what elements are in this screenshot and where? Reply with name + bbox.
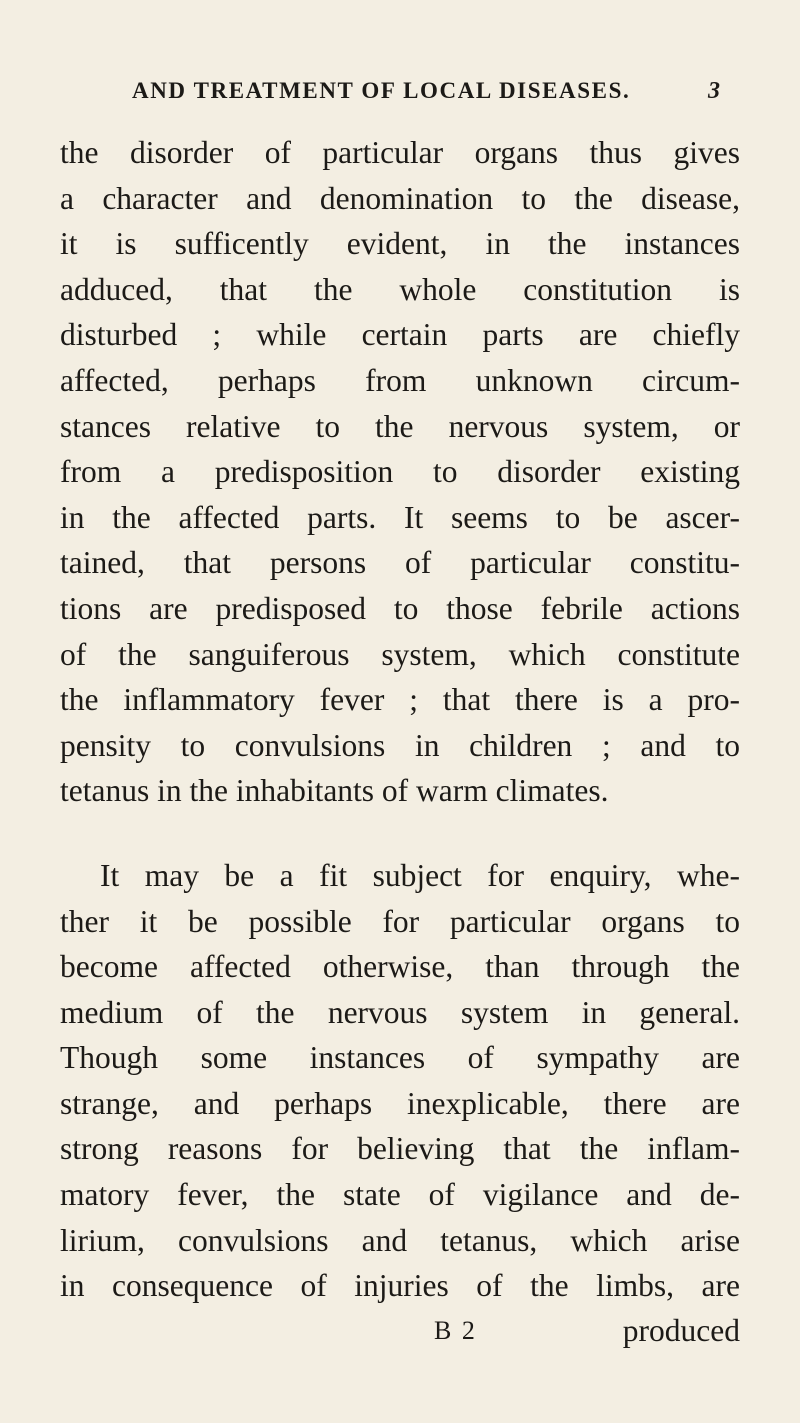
text-line: tions are predisposed to those febrile actions bbox=[60, 590, 740, 626]
text-line: from a predisposition to disorder existing bbox=[60, 454, 740, 490]
text-line: strange, and perhaps inexplicable, there are bbox=[60, 1085, 740, 1121]
text-line: stances relative to the nervous system, or bbox=[60, 408, 740, 444]
text-line: strong reasons for believing that the inflam- bbox=[60, 1131, 740, 1167]
text-line: tetanus in the inhabitants of warm climates. bbox=[60, 773, 609, 809]
paragraph-1 bbox=[60, 130, 740, 814]
paragraph-2 bbox=[60, 853, 740, 1309]
text-line: the inflammatory fever ; that there is a pro- bbox=[60, 682, 740, 718]
text-line: matory fever, the state of vigilance and de- bbox=[60, 1177, 740, 1213]
text-line: of the sanguiferous system, which constitute bbox=[60, 636, 740, 672]
text-line: become affected otherwise, than through the bbox=[60, 949, 740, 985]
text-line: tained, that persons of particular constitu- bbox=[60, 545, 740, 581]
page-footer bbox=[60, 1308, 740, 1354]
text-line: lirium, convulsions and tetanus, which arise bbox=[60, 1222, 740, 1258]
page-number: 3 bbox=[708, 78, 720, 104]
text-line: a character and denomination to the disease, bbox=[60, 180, 740, 216]
signature-mark: B 2 bbox=[434, 1316, 477, 1345]
text-line: the disorder of particular organs thus gives bbox=[60, 135, 740, 170]
text-line: affected, perhaps from unknown circum- bbox=[60, 362, 740, 398]
text-line: adduced, that the whole constitution is bbox=[60, 271, 740, 307]
text-line: medium of the nervous system in general. bbox=[60, 994, 740, 1030]
body-text bbox=[60, 130, 740, 1309]
text-line: disturbed ; while certain parts are chiefly bbox=[60, 317, 740, 353]
text-line: It may be a fit subject for enquiry, whe- bbox=[100, 857, 740, 893]
catchword: produced bbox=[622, 1313, 740, 1348]
text-line: it is sufficently evident, in the instances bbox=[60, 226, 740, 262]
running-head bbox=[120, 74, 720, 108]
text-line: pensity to convulsions in children ; and to bbox=[60, 727, 740, 763]
text-line: ther it be possible for particular organs to bbox=[60, 903, 740, 939]
text-line: in consequence of injuries of the limbs, are bbox=[60, 1268, 740, 1304]
running-title: AND TREATMENT OF LOCAL DISEASES. bbox=[132, 78, 631, 103]
text-line: in the affected parts. It seems to be ascer- bbox=[60, 499, 740, 535]
paragraph-gap bbox=[60, 814, 740, 853]
text-line: Though some instances of sympathy are bbox=[60, 1040, 740, 1076]
